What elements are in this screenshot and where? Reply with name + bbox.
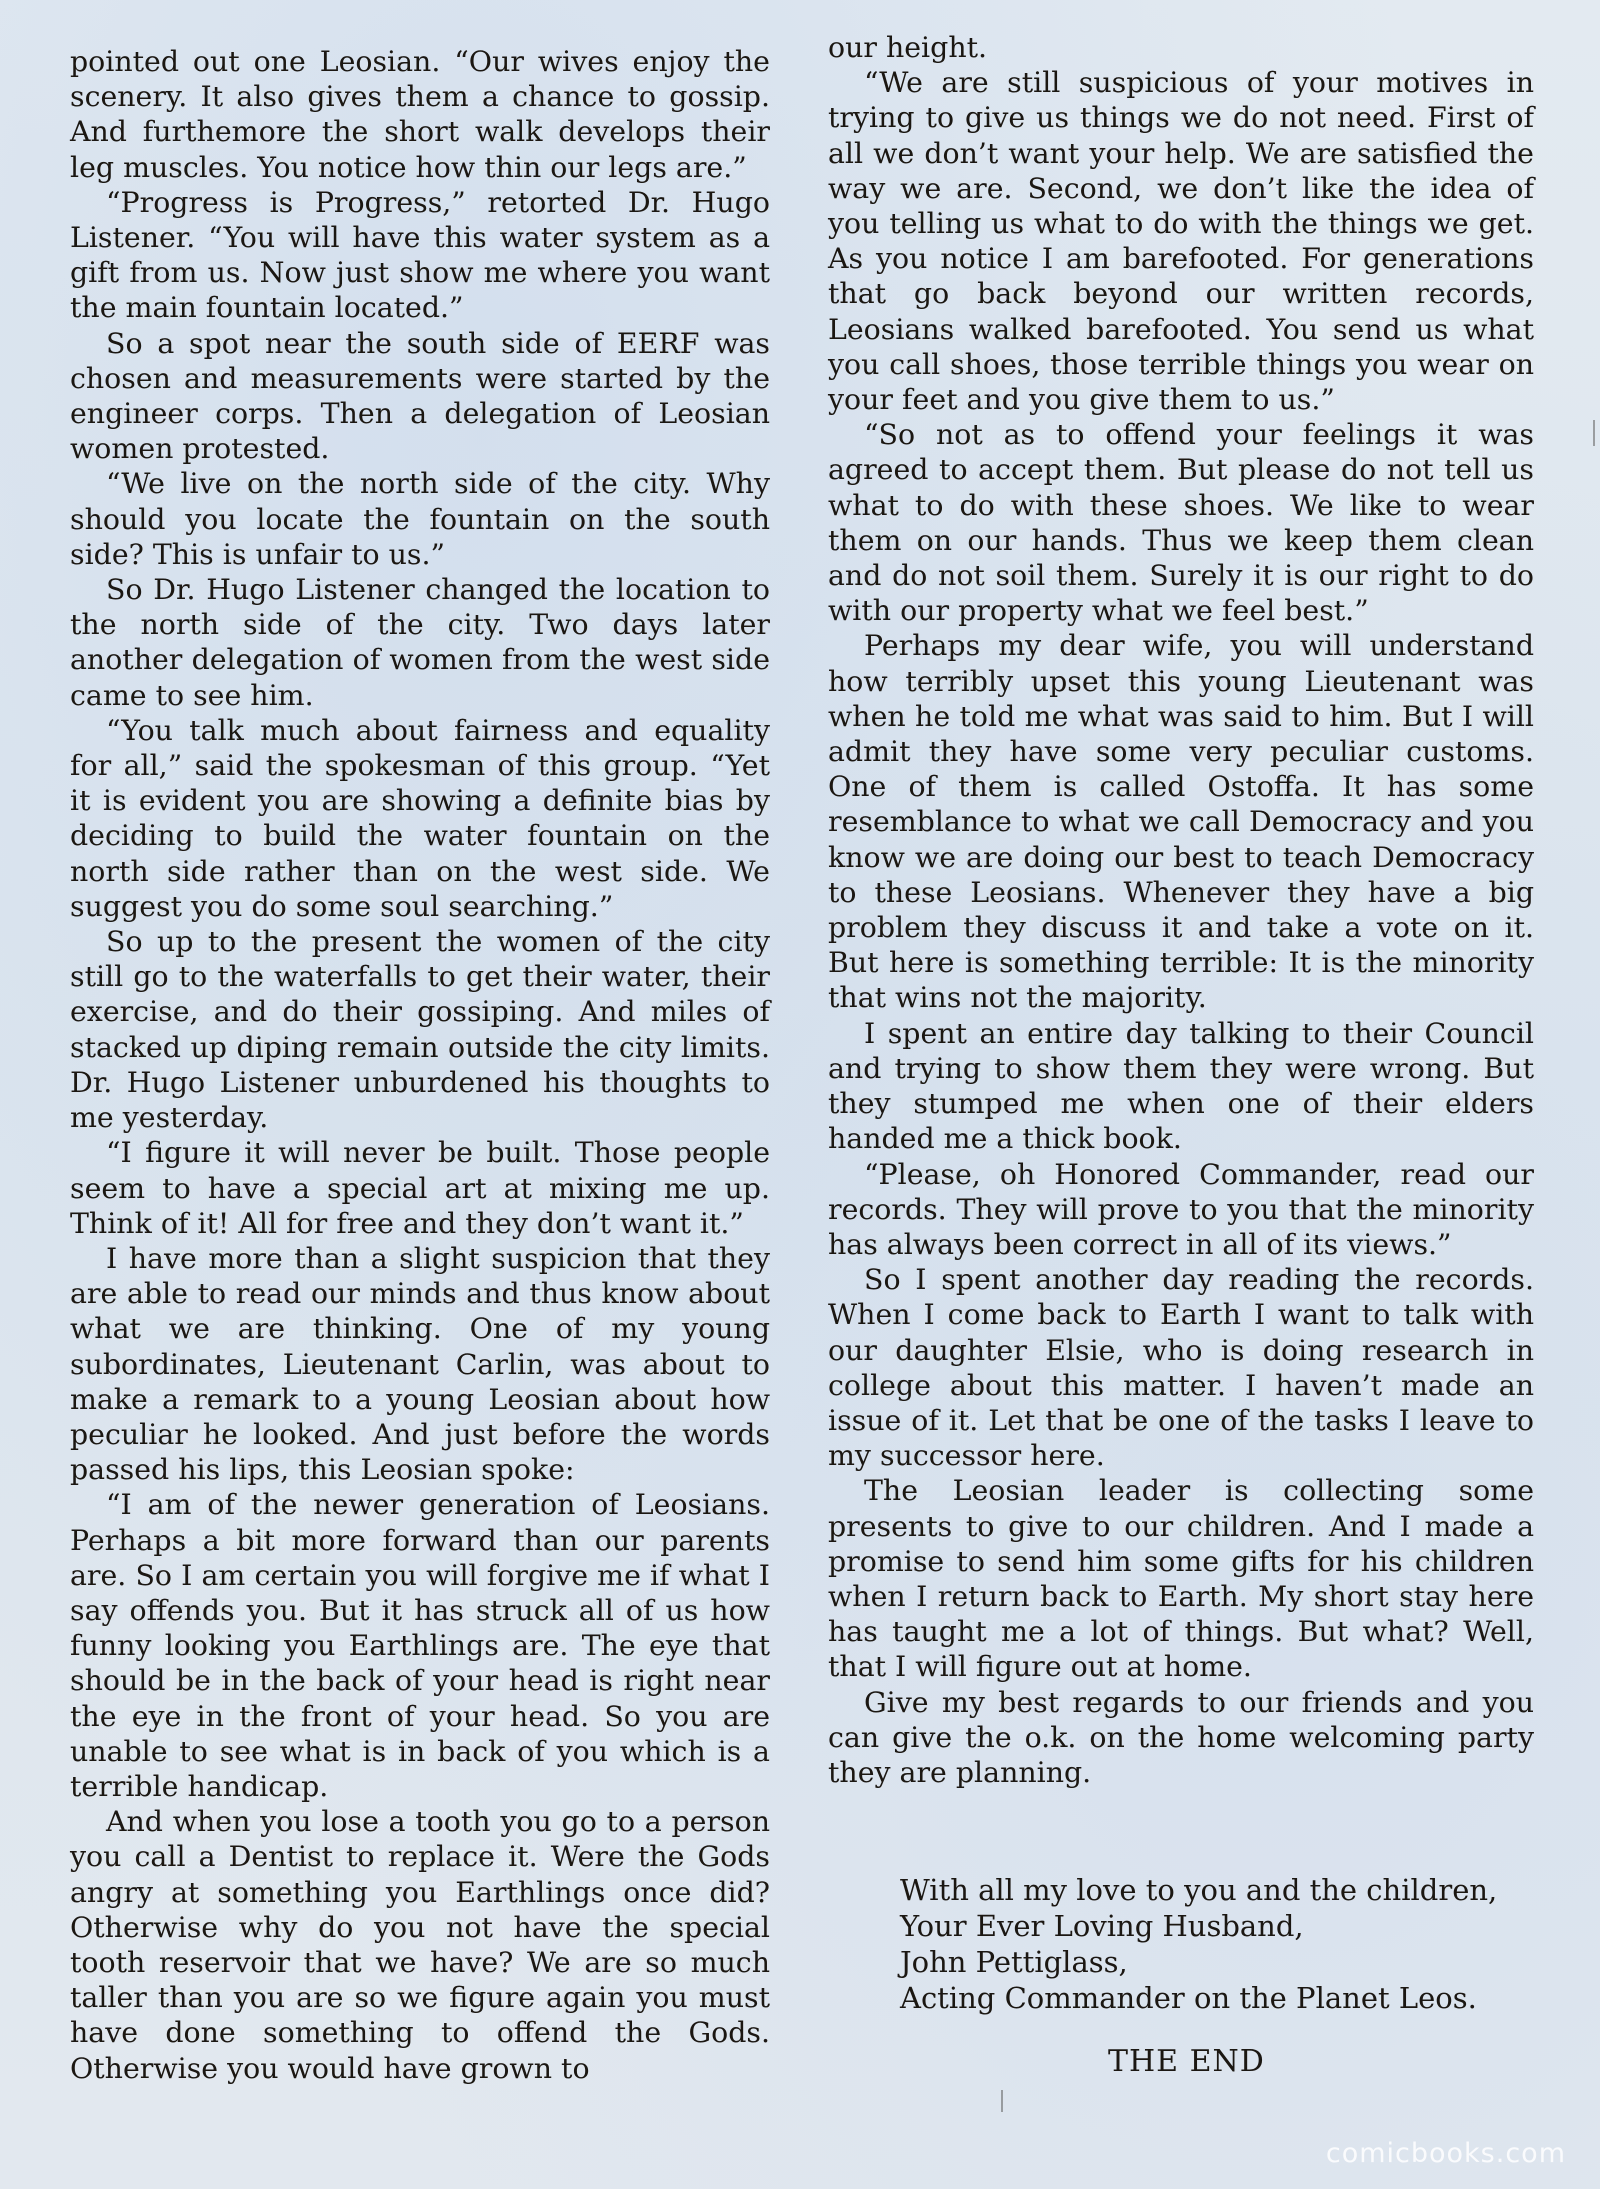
- signoff-line: Acting Commander on the Planet Leos.: [900, 1981, 1477, 2015]
- paragraph: And when you lose a tooth you go to a person you call a Dentist to replace it. Were the Gods angry at something you Earthlings once did? Otherwise why do you not have the special tooth reservoir that we have? We are so much taller than you are so we figure again you must have done something to offend the Gods. Otherwise you would have grown to: [70, 1805, 770, 2085]
- paragraph: “I am of the newer generation of Leosians. Perhaps a bit more forward than our parents are. So I am certain you will forgive me if what I say offends you. But it has struck all of us how funny looking you Earthlings are. The eye that should be in the back of your head is right near the eye in the front of your head. So you are unable to see what is in back of you which is a terrible handicap.: [70, 1488, 770, 1803]
- signoff-line: John Pettiglass,: [900, 1945, 1128, 1979]
- the-end-label: THE END: [1108, 2044, 1265, 2079]
- signoff-line: Your Ever Loving Husband,: [900, 1909, 1304, 1943]
- paragraph: pointed out one Leosian. “Our wives enjoy the scenery. It also gives them a chance to gossip. And furthemore the short walk develops their leg muscles. You notice how thin our legs are.”: [70, 45, 770, 184]
- paragraph: So I spent another day reading the records. When I come back to Earth I want to talk with our daughter Elsie, who is doing research in college about this matter. I haven’t made an issue of it. Let that be one of the tasks I leave to my successor here.: [828, 1263, 1534, 1473]
- paragraph: “I figure it will never be built. Those people seem to have a special art at mixing me up. Think of it! All for free and they don’t want it.”: [70, 1136, 770, 1240]
- watermark: comicbooks.com: [1325, 2138, 1566, 2169]
- paragraph: So up to the present the women of the city still go to the waterfalls to get their water, their exercise, and do their gossiping. And miles of stacked up diping remain outside the city limits. Dr. Hugo Listener unburdened his thoughts to me yesterday.: [70, 925, 770, 1135]
- paragraph: “So not as to offend your feelings it was agreed to accept them. But please do not tell us what to do with these shoes. We like to wear them on our hands. Thus we keep them clean and do not soil them. Surely it is our right to do with our property what we feel best.”: [828, 418, 1534, 628]
- paragraph: So a spot near the south side of EERF was chosen and measurements were started by the engineer corps. Then a delegation of Leosian women protested.: [70, 326, 770, 466]
- paragraph: our height.: [828, 31, 988, 64]
- letter-signoff: [900, 1872, 1497, 2016]
- paragraph: Perhaps my dear wife, you will understand how terribly upset this young Lieutenant was when he told me what was said to him. But I will admit they have some very peculiar customs. One of them is called Ostoffa. It has some resemblance to what we call Democracy and you know we are doing our best to teach Democracy to these Leosians. Whenever they have a big problem they discuss it and take a vote on it. But here is something terrible: It is the minority that wins not the majority.: [828, 629, 1534, 1015]
- signoff-line: With all my love to you and the children,: [900, 1873, 1498, 1907]
- right-text-column: [828, 30, 1534, 1790]
- left-text-column: [70, 44, 770, 2086]
- paragraph: The Leosian leader is collecting some presents to give to our children. And I made a promise to send him some gifts for his children when I return back to Earth. My short stay here has taught me a lot of things. But what? Well, that I will figure out at home.: [828, 1474, 1534, 1684]
- paragraph: “Progress is Progress,” retorted Dr. Hugo Listener. “You will have this water system as a gift from us. Now just show me where you want the main fountain located.”: [70, 185, 770, 325]
- paragraph: So Dr. Hugo Listener changed the location to the north side of the city. Two days later another delegation of women from the west side came to see him.: [70, 573, 770, 712]
- stray-mark: [1593, 420, 1595, 446]
- paragraph: “We live on the north side of the city. Why should you locate the fountain on the south side? This is unfair to us.”: [70, 467, 770, 571]
- paragraph: “You talk much about fairness and equality for all,” said the spokesman of this group. “Yet it is evident you are showing a definite bias by deciding to build the water fountain on the north side rather than on the west side. We suggest you do some soul searching.”: [70, 713, 770, 923]
- paragraph: “We are still suspicious of your motives in trying to give us things we do not need. First of all we don’t want your help. We are satisfied the way we are. Second, we don’t like the idea of you telling us what to do with the things we get. As you notice I am barefooted. For generations that go back beyond our written records, Leosians walked barefooted. You send us what you call shoes, those terrible things you wear on your feet and you give them to us.”: [828, 66, 1534, 417]
- paragraph: Give my best regards to our friends and you can give the o.k. on the home welcoming party they are planning.: [828, 1685, 1534, 1789]
- paragraph: I have more than a slight suspicion that they are able to read our minds and thus know about what we are thinking. One of my young subordinates, Lieutenant Carlin, was about to make a remark to a young Leosian about how peculiar he looked. And just before the words passed his lips, this Leosian spoke:: [70, 1241, 770, 1487]
- paragraph: “Please, oh Honored Commander, read our records. They will prove to you that the minority has always been correct in all of its views.”: [828, 1157, 1534, 1261]
- stray-mark: [1001, 2090, 1003, 2112]
- paragraph: I spent an entire day talking to their Council and trying to show them they were wrong. But they stumped me when one of their elders handed me a thick book.: [828, 1016, 1534, 1156]
